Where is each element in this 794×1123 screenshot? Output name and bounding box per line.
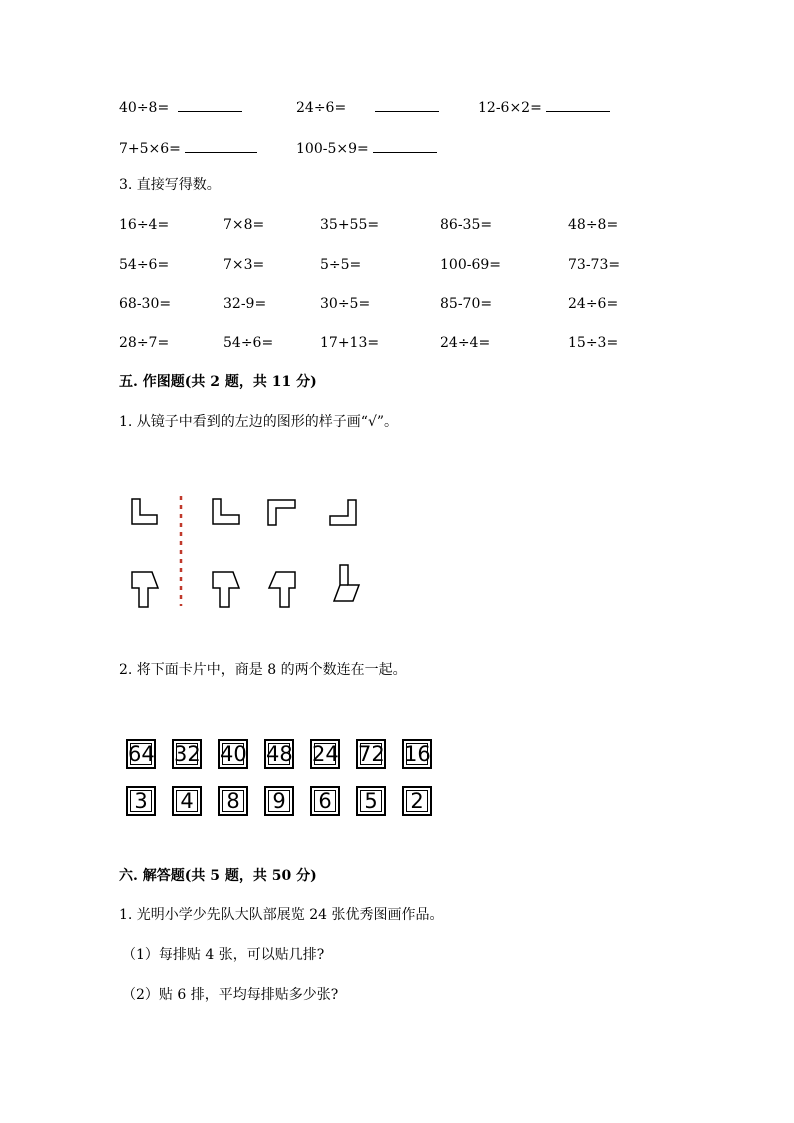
calc-item: 100-69= — [440, 257, 501, 273]
exercise-item: 100-5×9= — [296, 138, 437, 158]
calc-item: 32-9= — [223, 296, 267, 312]
calc-item: 30÷5= — [320, 296, 371, 312]
number-card-top[interactable]: 24 — [310, 739, 340, 769]
calc-item: 35+55= — [320, 217, 380, 233]
calc-item: 85-70= — [440, 296, 493, 312]
hammer-shape-option-c — [334, 565, 359, 601]
calc-item: 7×3= — [223, 257, 265, 273]
hammer-shape-option-b — [269, 572, 295, 607]
number-card-bottom[interactable]: 8 — [218, 786, 248, 816]
exercise-item: 24÷6= — [296, 97, 439, 117]
number-card-top[interactable]: 64 — [126, 739, 156, 769]
number-card-top[interactable]: 40 — [218, 739, 248, 769]
number-card-top[interactable]: 32 — [172, 739, 202, 769]
number-card-bottom[interactable]: 4 — [172, 786, 202, 816]
exercise-item: 40÷8= — [119, 97, 242, 117]
section-5-heading: 五. 作图题(共 2 题，共 11 分) — [119, 374, 317, 390]
sub-question-1: （1）每排贴 4 张，可以贴几排? — [122, 947, 325, 963]
exercise-item: 7+5×6= — [119, 138, 257, 158]
number-card-bottom[interactable]: 9 — [264, 786, 294, 816]
calc-item: 68-30= — [119, 296, 172, 312]
calc-item: 16÷4= — [119, 217, 170, 233]
l-shape-original — [132, 499, 157, 524]
section-5-question-2: 2. 将下面卡片中，商是 8 的两个数连在一起。 — [119, 662, 407, 678]
l-shape-option-c — [330, 500, 356, 525]
number-card-bottom[interactable]: 6 — [310, 786, 340, 816]
calc-item: 54÷6= — [119, 257, 170, 273]
calc-item: 73-73= — [568, 257, 621, 273]
calc-item: 5÷5= — [320, 257, 362, 273]
calc-item: 28÷7= — [119, 335, 170, 351]
l-shape-option-b — [268, 500, 295, 525]
number-card-top[interactable]: 72 — [356, 739, 386, 769]
sub-question-2: （2）贴 6 排，平均每排贴多少张? — [122, 987, 339, 1003]
l-shape-option-a — [213, 499, 239, 524]
calc-item: 24÷4= — [440, 335, 491, 351]
number-card-bottom[interactable]: 3 — [126, 786, 156, 816]
hammer-shape-original — [132, 572, 158, 607]
number-card-bottom[interactable]: 5 — [356, 786, 386, 816]
calc-item: 48÷8= — [568, 217, 619, 233]
exercise-item: 12-6×2= — [478, 97, 610, 117]
question-3-title: 3. 直接写得数。 — [119, 177, 221, 193]
section-6-question-1: 1. 光明小学少先队大队部展览 24 张优秀图画作品。 — [119, 907, 444, 923]
calc-item: 17+13= — [320, 335, 380, 351]
section-6-heading: 六. 解答题(共 5 题，共 50 分) — [119, 868, 317, 884]
calc-item: 24÷6= — [568, 296, 619, 312]
calc-item: 86-35= — [440, 217, 493, 233]
calc-item: 7×8= — [223, 217, 265, 233]
calc-item: 15÷3= — [568, 335, 619, 351]
number-card-top[interactable]: 48 — [264, 739, 294, 769]
number-card-top[interactable]: 16 — [402, 739, 432, 769]
hammer-shape-option-a — [213, 572, 239, 607]
section-5-question-1: 1. 从镜子中看到的左边的图形的样子画“√”。 — [119, 414, 399, 430]
number-card-bottom[interactable]: 2 — [402, 786, 432, 816]
calc-item: 54÷6= — [223, 335, 274, 351]
